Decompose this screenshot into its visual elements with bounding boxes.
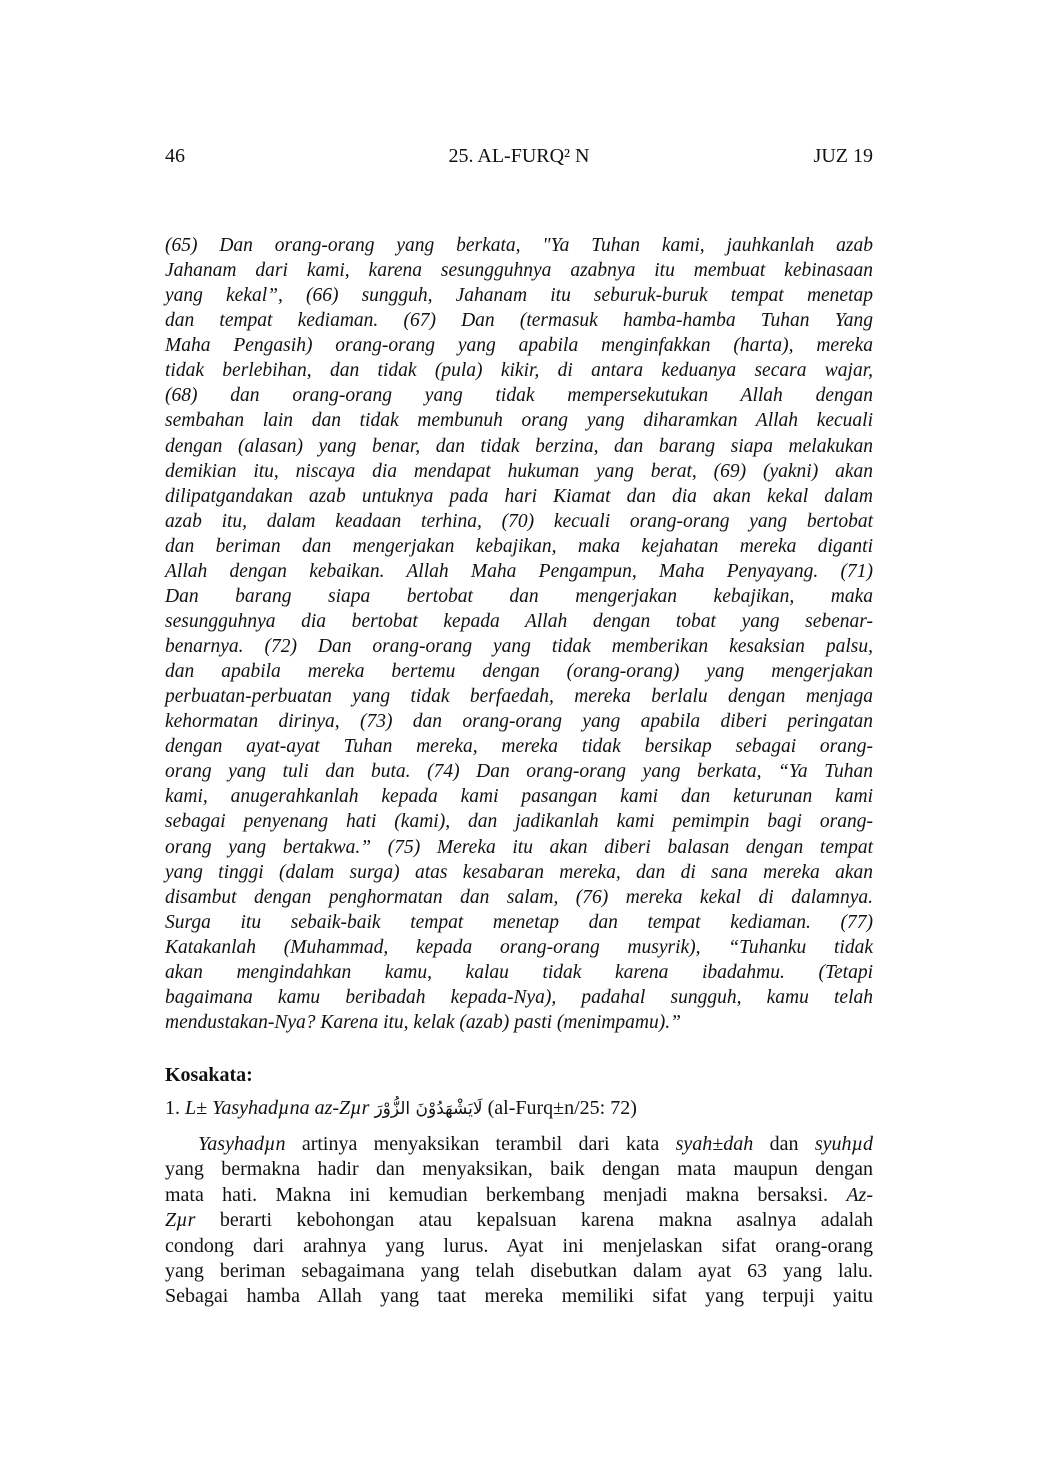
italic-term: Az- [846,1183,873,1206]
text-line: dilipatgandakan azab untuknya pada hari Kiamat dan dia akan kekal dalam [165,485,873,507]
item-arabic: لَايَشْهَدُوْنَ الزُّوْرَ [374,1099,483,1119]
text-line [165,1157,873,1182]
text-line: dan tempat kediaman. (67) Dan (termasuk hamba-hamba Tuhan Yang [165,310,873,332]
italic-term: Zµr [165,1209,196,1232]
text-line: orang yang bertakwa.” (75) Mereka itu akan diberi balasan dengan tempat [165,836,873,858]
text-line: disambut dengan penghormatan dan salam, (76) mereka kekal di dalamnya. [165,886,873,908]
text-line: perbuatan-perbuatan yang tidak berfaedah, mereka berlalu dengan menjaga [165,686,873,708]
text-line: Maha Pengasih) orang-orang yang apabila menginfakkan (harta), mereka [165,335,873,357]
kosakata-heading: Kosakata: [165,1064,253,1086]
text-line: akan mengindahkan kamu, kalau tidak karena ibadahmu. (Tetapi [165,961,873,983]
kosakata-item [165,1097,637,1120]
text-line: (65) Dan orang-orang yang berkata, "Ya Tuhan kami, jauhkanlah azab [165,235,873,256]
item-term: L± Yasyhadµna az-Zµr [185,1097,370,1119]
text-segment: berarti kebohongan atau kepalsuan karena makna asalnya adalah [195,1209,873,1232]
text-segment: condong dari arahnya yang lurus. Ayat ini menjelaskan sifat orang-orang [165,1234,873,1257]
text-line: dengan ayat-ayat Tuhan mereka, mereka tidak bersikap sebagai orang- [165,736,873,758]
italic-term: syuhµd [814,1133,873,1155]
translation-paragraph [165,233,873,1035]
text-line [165,1208,873,1233]
text-line: demikian itu, niscaya dia mendapat hukuman yang berat, (69) (yakni) akan [165,460,873,482]
text-line: kehormatan dirinya, (73) dan orang-orang yang apabila diberi peringatan [165,711,873,733]
text-line: kami, anugerahkanlah kepada kami pasangan kami dan keturunan kami [165,786,873,808]
italic-term: syah±dah [675,1133,754,1155]
text-line: tidak berlebihan, dan tidak (pula) kikir, di antara keduanya secara wajar, [165,360,873,382]
explanation-paragraph [165,1132,873,1310]
text-line: Surga itu sebaik-baik tempat menetap dan tempat kediaman. (77) [165,911,873,933]
juz-label: JUZ 19 [813,145,873,167]
text-line: Jahanam dari kami, karena sesungguhnya azabnya itu membuat kebinasaan [165,260,873,282]
item-number: 1. [165,1097,180,1119]
text-line: mendustakan-Nya? Karena itu, kelak (azab) pasti (menimpamu).” [165,1011,681,1033]
text-segment: artinya menyaksikan terambil dari kata [285,1133,676,1155]
text-line: sembahan lain dan tidak membunuh orang yang diharamkan Allah kecuali [165,410,873,432]
text-line [165,1183,873,1208]
text-segment: yang bermakna hadir dan menyaksikan, baik dengan mata maupun dengan [165,1158,873,1181]
text-line: sebagai penyenang hati (kami), dan jadikanlah kami pemimpin bagi orang- [165,811,873,833]
text-line: yang tinggi (dalam surga) atas kesabaran mereka, dan di sana mereka akan [165,861,873,883]
italic-term: Yasyhadµn [198,1133,286,1155]
text-line: sesungguhnya dia bertobat kepada Allah dengan tobat yang sebenar- [165,610,873,632]
text-line [165,1284,873,1309]
text-line: (68) dan orang-orang yang tidak mempersekutukan Allah dengan [165,385,873,407]
text-segment: mata hati. Makna ini kemudian berkembang menjadi makna bersaksi. [165,1183,847,1206]
text-line: Allah dengan kebaikan. Allah Maha Pengampun, Maha Penyayang. (71) [165,560,873,582]
text-line: orang yang tuli dan buta. (74) Dan orang-orang yang berkata, “Ya Tuhan [165,761,873,783]
text-line: dan beriman dan mengerjakan kebajikan, maka kejahatan mereka diganti [165,535,873,557]
text-line: Dan barang siapa bertobat dan mengerjakan kebajikan, maka [165,585,873,607]
text-line: dan apabila mereka bertemu dengan (orang-orang) yang mengerjakan [165,661,873,683]
text-line: yang kekal”, (66) sungguh, Jahanam itu seburuk-buruk tempat menetap [165,285,873,307]
surah-title: 25. AL-FURQ² N [448,145,590,167]
text-line: Katakanlah (Muhammad, kepada orang-orang musyrik), “Tuhanku tidak [165,936,873,958]
text-line [165,1234,873,1259]
item-reference: (al-Furq±n/25: 72) [487,1097,637,1119]
text-segment: dan [753,1133,815,1155]
page-number: 46 [165,145,185,167]
text-line: bagaimana kamu beribadah kepada-Nya), padahal sungguh, kamu telah [165,986,873,1008]
text-line [165,1259,873,1284]
text-line: benarnya. (72) Dan orang-orang yang tidak memberikan kesaksian palsu, [165,636,873,657]
text-line: azab itu, dalam keadaan terhina, (70) kecuali orang-orang yang bertobat [165,510,873,532]
text-segment: yang beriman sebagaimana yang telah disebutkan dalam ayat 63 yang lalu. [165,1259,873,1282]
text-segment: Sebagai hamba Allah yang taat mereka memiliki sifat yang terpuji yaitu [165,1285,873,1308]
text-line: dengan (alasan) yang benar, dan tidak berzina, dan barang siapa melakukan [165,435,873,457]
text-line [165,1132,873,1157]
